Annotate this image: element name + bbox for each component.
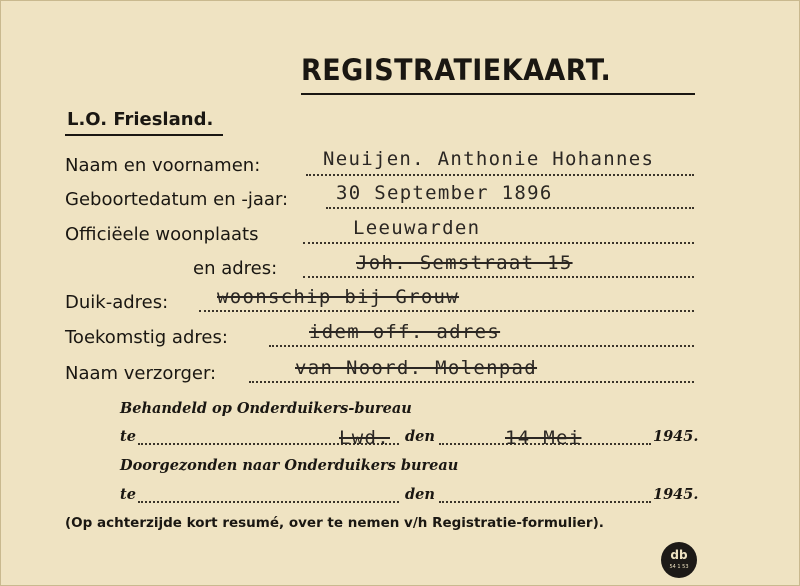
adres-label: en adres: — [193, 258, 278, 279]
duik-adres-label: Duik-adres: — [65, 292, 169, 313]
behandeld-heading: Behandeld op Onderduikers-bureau — [120, 400, 412, 417]
doorgezonden-te-label: te — [120, 486, 136, 503]
behandeld-te-value: Lwd. — [339, 427, 390, 449]
card-title: REGISTRATIEKAART. — [301, 53, 612, 87]
title-underline — [301, 93, 695, 95]
naam-dotted-line — [306, 174, 694, 176]
toekomstig-adres-label: Toekomstig adres: — [65, 327, 228, 348]
doorgezonden-year: 1945. — [653, 486, 699, 503]
naam-value: Neuijen. Anthonie Hohannes — [323, 148, 655, 170]
behandeld-te-label: te — [120, 428, 136, 445]
duik-adres-dotted-line — [199, 310, 694, 312]
behandeld-den-label: den — [405, 428, 435, 445]
verzorger-value: van Noord. Molenpad — [295, 357, 538, 379]
behandeld-year: 1945. — [653, 428, 699, 445]
organization-name: L.O. Friesland. — [67, 109, 214, 130]
geboortedatum-dotted-line — [326, 207, 694, 209]
verzorger-label: Naam verzorger: — [65, 363, 217, 384]
naam-label: Naam en voornamen: — [65, 155, 261, 176]
geboortedatum-label: Geboortedatum en -jaar: — [65, 189, 289, 210]
printer-logo-stamp — [661, 542, 697, 578]
stamp-text: db — [670, 548, 688, 562]
doorgezonden-den-dotted-line — [439, 501, 651, 503]
behandeld-den-value: 14 Mei — [505, 427, 582, 449]
doorgezonden-te-dotted-line — [138, 501, 399, 503]
woonplaats-value: Leeuwarden — [353, 217, 481, 239]
duik-adres-value: woonschip bij Grouw — [217, 286, 460, 308]
woonplaats-label: Officiëele woonplaats — [65, 224, 259, 245]
stamp-subtext: 54 1 53 — [669, 564, 689, 570]
doorgezonden-den-label: den — [405, 486, 435, 503]
geboortedatum-value: 30 September 1896 — [336, 182, 553, 204]
doorgezonden-heading: Doorgezonden naar Onderduikers bureau — [120, 457, 459, 474]
footnote: (Op achterzijde kort resumé, over te nemen v/h Registratie-formulier). — [65, 515, 604, 531]
toekomstig-adres-value: idem off. adres — [309, 321, 501, 343]
toekomstig-adres-dotted-line — [269, 345, 694, 347]
woonplaats-dotted-line — [303, 242, 694, 244]
verzorger-dotted-line — [249, 381, 694, 383]
adres-dotted-line — [303, 276, 694, 278]
organization-underline — [65, 134, 223, 136]
adres-value: Joh. Semstraat 15 — [356, 252, 573, 274]
